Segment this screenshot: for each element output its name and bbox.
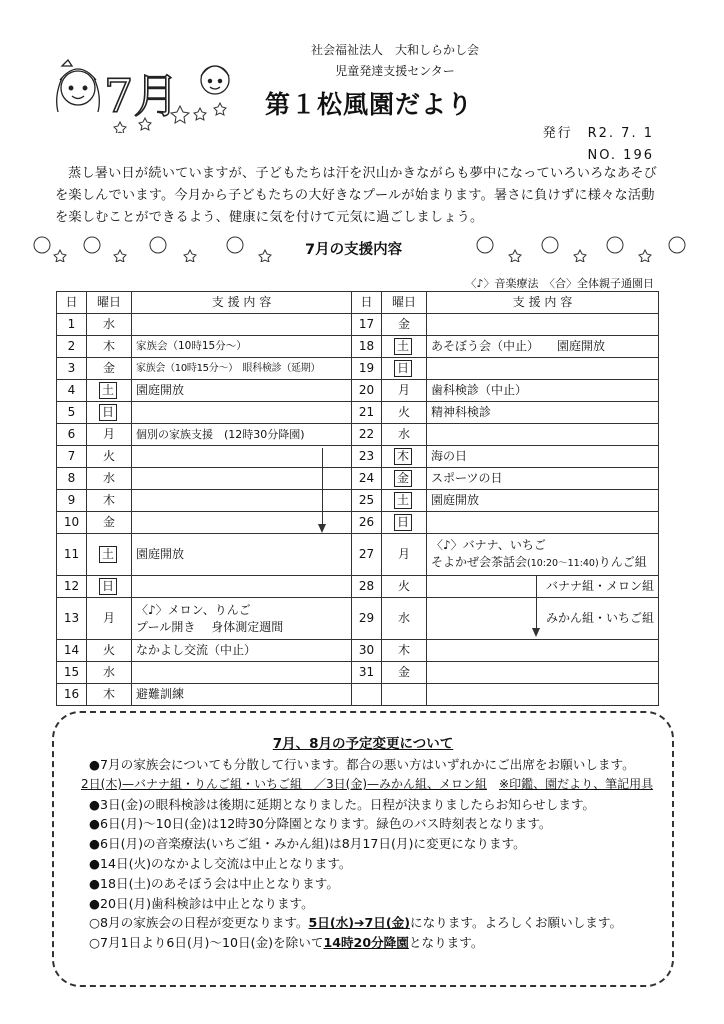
content-cell xyxy=(132,576,352,598)
weekday-cell: 水 xyxy=(87,468,132,490)
date-change: 5日(水)➔7日(金) xyxy=(308,915,410,931)
day-cell: 10 xyxy=(57,512,87,534)
day-cell: 16 xyxy=(57,684,87,706)
weekday-cell: 月 xyxy=(87,598,132,640)
weekday-cell: 水 xyxy=(382,424,427,446)
issue-number: NO. 196 xyxy=(587,148,654,163)
content-cell xyxy=(132,402,352,424)
header-day: 日 xyxy=(352,292,382,314)
weekday-cell xyxy=(382,490,427,512)
issue-date: 発行 R2. 7. 1 xyxy=(542,126,654,141)
table-row xyxy=(57,662,659,684)
day-cell: 17 xyxy=(352,314,382,336)
table-row xyxy=(57,490,659,512)
day-cell: 18 xyxy=(352,336,382,358)
content-cell xyxy=(427,424,659,446)
face-row-left-decoration xyxy=(30,232,290,262)
month-logo-text: 7月 xyxy=(104,69,180,123)
section-title: 7月の支援内容 xyxy=(305,242,403,258)
table-row xyxy=(57,402,659,424)
day-cell: 9 xyxy=(57,490,87,512)
weekday-cell: 木 xyxy=(87,684,132,706)
issue-info xyxy=(543,123,654,167)
day-cell: 31 xyxy=(352,662,382,684)
notice-line: ●18日(土)のあそぼう会は中止となります。 xyxy=(89,875,339,891)
table-row xyxy=(57,684,659,706)
period-arrow-head xyxy=(318,524,326,533)
org-block xyxy=(270,40,520,82)
holiday-box: 日 xyxy=(99,404,117,421)
period-arrow-head xyxy=(532,628,540,637)
day-cell: 11 xyxy=(57,534,87,576)
content-cell xyxy=(132,662,352,684)
day-cell xyxy=(352,684,382,706)
table-row xyxy=(57,314,659,336)
content-cell: みかん組・いちご組 xyxy=(427,598,659,640)
weekday-cell: 金 xyxy=(87,358,132,380)
holiday-box: 日 xyxy=(394,514,412,531)
content-cell: バナナ組・メロン組 xyxy=(427,576,659,598)
day-cell: 20 xyxy=(352,380,382,402)
day-cell: 28 xyxy=(352,576,382,598)
content-line: 〈♪〉バナナ、いちご xyxy=(431,538,546,552)
weekday-cell xyxy=(382,336,427,358)
notice-line: ●6日(月)の音楽療法(いちご組・みかん組)は8月17日(月)に変更になります。 xyxy=(89,836,526,852)
content-cell xyxy=(427,684,659,706)
newsletter-title: 第１松風園だより xyxy=(265,90,474,119)
content-cell: なかよし交流（中止） xyxy=(132,640,352,662)
content-cell xyxy=(132,490,352,512)
content-cell: 家族会（10時15分～） 眼科検診（延期） xyxy=(132,358,352,380)
items-to-bring: ※印鑑、園だより、筆記用具 xyxy=(499,776,654,791)
weekday-cell: 火 xyxy=(382,576,427,598)
weekday-cell xyxy=(87,576,132,598)
holiday-box: 日 xyxy=(394,360,412,377)
content-cell: 家族会（10時15分～） xyxy=(132,336,352,358)
table-row xyxy=(57,336,659,358)
content-cell xyxy=(132,468,352,490)
month-logo-illustration xyxy=(40,48,240,133)
weekday-cell: 月 xyxy=(382,534,427,576)
content-cell: 個別の家族支援 (12時30分降園) xyxy=(132,424,352,446)
day-cell: 26 xyxy=(352,512,382,534)
content-cell xyxy=(427,512,659,534)
notice-line xyxy=(89,933,665,953)
notice-text: ○7月1日より6日(月)～10日(金)を除いて xyxy=(89,935,324,951)
period-arrow-line xyxy=(536,576,537,630)
weekday-cell xyxy=(382,468,427,490)
weekday-cell: 水 xyxy=(382,598,427,640)
family-meeting-groups: 2日(木)—バナナ組・りんご組・いちご組 ／3日(金)—みかん組、メロン組 xyxy=(81,776,487,791)
time-text: (10:20～11:40) xyxy=(527,558,599,569)
day-cell: 7 xyxy=(57,446,87,468)
day-cell: 23 xyxy=(352,446,382,468)
table-row xyxy=(57,512,659,534)
weekday-cell: 金 xyxy=(87,512,132,534)
schedule-table xyxy=(56,291,659,706)
day-cell: 5 xyxy=(57,402,87,424)
notice-line: ●20日(月)歯科検診は中止となります。 xyxy=(89,895,314,911)
day-cell: 19 xyxy=(352,358,382,380)
legend: 〈♪〉音楽療法 〈合〉全体親子通園日 xyxy=(465,277,654,290)
content-cell: 海の日 xyxy=(427,446,659,468)
day-cell: 30 xyxy=(352,640,382,662)
intro-paragraph: 蒸し暑い日が続いていますが、子どもたちは汗を沢山かきながらも夢中になっていろいろなあそびを楽しんでいます。今月から子どもたちの大好きなプールが始まります。暑さに負けずに様々な活動を楽しむことができるよう、健康に気を付けて元気に過ごしましょう。 xyxy=(55,166,658,225)
weekday-cell: 火 xyxy=(382,402,427,424)
day-cell: 1 xyxy=(57,314,87,336)
header-weekday: 曜日 xyxy=(87,292,132,314)
content-cell: 園庭開放 xyxy=(132,534,352,576)
notice-text: となります。 xyxy=(408,935,484,951)
notice-line: ●14日(火)のなかよし交流は中止となります。 xyxy=(89,855,352,871)
day-cell: 4 xyxy=(57,380,87,402)
day-cell: 27 xyxy=(352,534,382,576)
notice-line xyxy=(81,775,665,795)
weekday-cell: 火 xyxy=(87,446,132,468)
holiday-box: 金 xyxy=(394,470,412,487)
holiday-box: 土 xyxy=(99,382,117,399)
content-cell xyxy=(427,358,659,380)
holiday-box: 土 xyxy=(394,492,412,509)
content-cell xyxy=(427,314,659,336)
day-cell: 29 xyxy=(352,598,382,640)
weekday-cell xyxy=(87,402,132,424)
day-cell: 25 xyxy=(352,490,382,512)
class-text: りんご組 xyxy=(598,555,647,569)
holiday-box: 日 xyxy=(99,578,117,595)
day-cell: 14 xyxy=(57,640,87,662)
weekday-cell: 月 xyxy=(87,424,132,446)
pickup-time: 14時20分降園 xyxy=(323,935,409,951)
day-cell: 2 xyxy=(57,336,87,358)
period-arrow-line xyxy=(322,448,323,526)
weekday-cell: 金 xyxy=(382,314,427,336)
table-row xyxy=(57,424,659,446)
notice-line: ●7月の家族会についても分散して行います。都合の悪い方はいずれかにご出席をお願いします。 xyxy=(89,757,635,772)
weekday-cell: 木 xyxy=(87,336,132,358)
weekday-cell: 木 xyxy=(382,640,427,662)
header-content: 支 援 内 容 xyxy=(132,292,352,314)
day-cell: 13 xyxy=(57,598,87,640)
table-row xyxy=(57,534,659,576)
content-line: プール開き 身体測定週間 xyxy=(136,619,284,634)
day-cell: 15 xyxy=(57,662,87,684)
day-cell: 24 xyxy=(352,468,382,490)
holiday-box: 木 xyxy=(394,448,412,465)
table-row xyxy=(57,468,659,490)
org-name: 社会福祉法人 大和しらかし会 xyxy=(310,43,479,57)
weekday-cell: 火 xyxy=(87,640,132,662)
day-cell: 3 xyxy=(57,358,87,380)
day-cell: 12 xyxy=(57,576,87,598)
content-line: 〈♪〉メロン、りんご xyxy=(136,602,251,617)
table-row xyxy=(57,576,659,598)
weekday-cell: 月 xyxy=(382,380,427,402)
weekday-cell: 水 xyxy=(87,662,132,684)
weekday-cell xyxy=(87,380,132,402)
weekday-cell xyxy=(382,684,427,706)
content-cell: スポーツの日 xyxy=(427,468,659,490)
notice-title: 7月、8月の予定変更について xyxy=(272,736,454,752)
content-cell xyxy=(132,446,352,468)
weekday-cell xyxy=(382,446,427,468)
content-cell: 歯科検診（中止） xyxy=(427,380,659,402)
content-cell xyxy=(427,662,659,684)
notice-line: ●6日(月)～10日(金)は12時30分降園となります。緑色のバス時刻表となります。 xyxy=(89,816,552,832)
weekday-cell xyxy=(382,358,427,380)
weekday-cell: 水 xyxy=(87,314,132,336)
table-row xyxy=(57,380,659,402)
weekday-cell: 金 xyxy=(382,662,427,684)
content-cell: 避難訓練 xyxy=(132,684,352,706)
content-cell: あそぼう会（中止） 園庭開放 xyxy=(427,336,659,358)
content-text: そよかぜ会茶話会 xyxy=(431,555,528,569)
content-cell: 精神科検診 xyxy=(427,402,659,424)
header-content: 支 援 内 容 xyxy=(427,292,659,314)
weekday-cell: 木 xyxy=(87,490,132,512)
day-cell: 22 xyxy=(352,424,382,446)
table-row xyxy=(57,598,659,640)
table-row xyxy=(57,640,659,662)
holiday-box: 土 xyxy=(394,338,412,355)
content-cell xyxy=(427,640,659,662)
day-cell: 8 xyxy=(57,468,87,490)
center-name: 児童発達支援センター xyxy=(335,64,455,78)
girl-face-icon xyxy=(61,71,95,105)
table-row xyxy=(57,446,659,468)
notice-line xyxy=(89,913,665,933)
notice-lines xyxy=(75,755,665,953)
weekday-cell xyxy=(87,534,132,576)
content-cell xyxy=(132,314,352,336)
notice-line: ●3日(金)の眼科検診は後期に延期となりました。日程が決まりましたらお知らせします。 xyxy=(89,796,596,812)
content-cell xyxy=(427,534,659,576)
content-line xyxy=(431,554,654,572)
notice-text: になります。よろしくお願いします。 xyxy=(409,915,623,931)
header-weekday: 曜日 xyxy=(382,292,427,314)
table-row xyxy=(57,358,659,380)
table-header-row xyxy=(57,292,659,314)
day-cell: 21 xyxy=(352,402,382,424)
holiday-box: 土 xyxy=(99,546,117,563)
header-day: 日 xyxy=(57,292,87,314)
content-cell: 園庭開放 xyxy=(427,490,659,512)
weekday-cell xyxy=(382,512,427,534)
day-cell: 6 xyxy=(57,424,87,446)
content-cell xyxy=(132,598,352,640)
notice-text: ○8月の家族会の日程が変更なります。 xyxy=(89,915,309,931)
face-row-right-decoration xyxy=(455,232,695,262)
content-cell: 園庭開放 xyxy=(132,380,352,402)
